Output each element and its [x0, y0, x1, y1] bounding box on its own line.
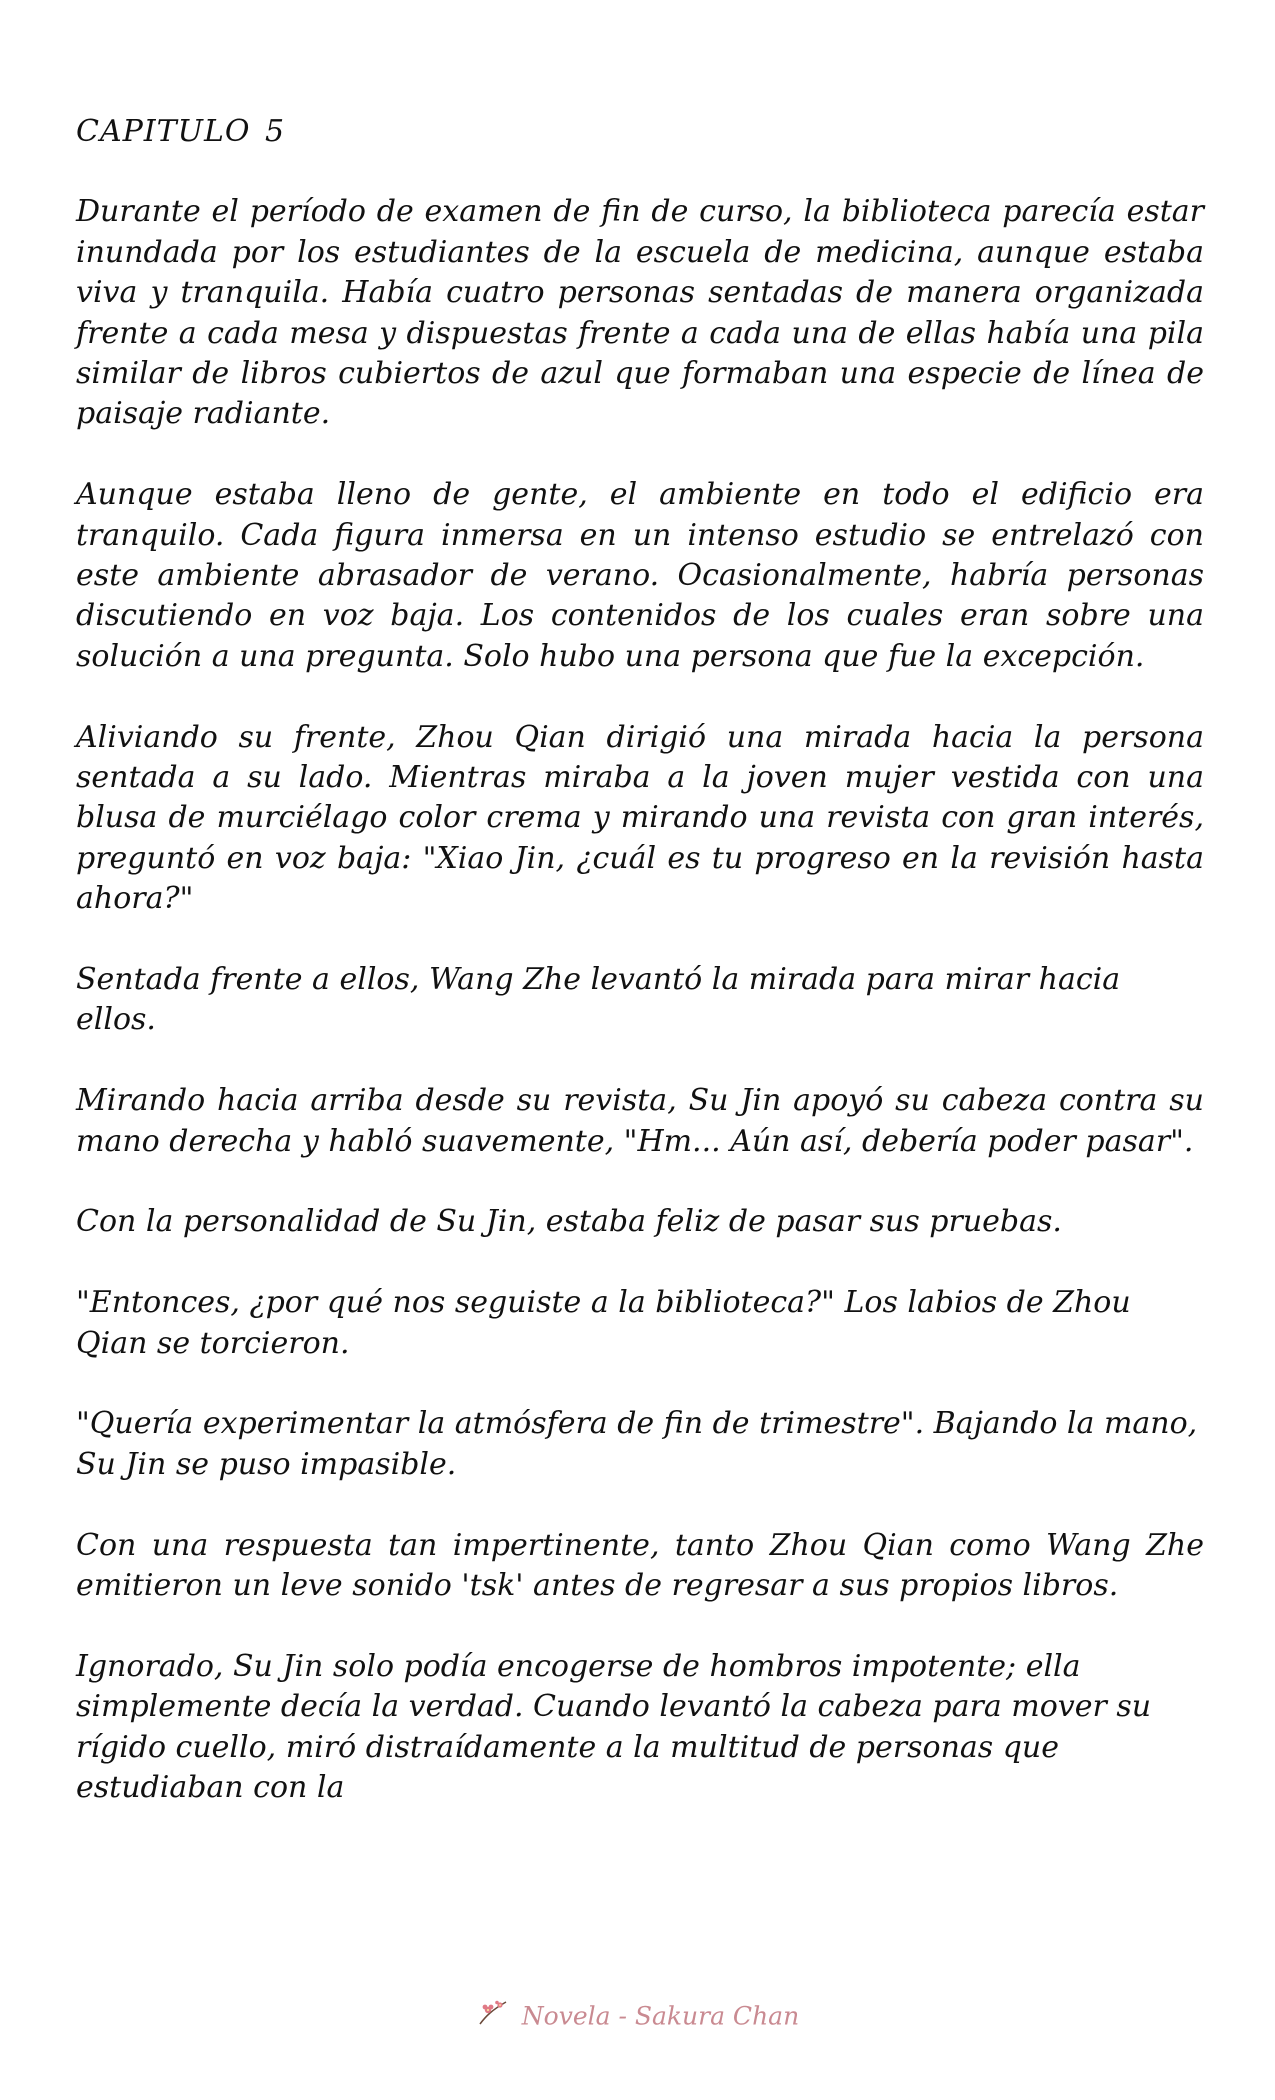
paragraph: Ignorado, Su Jin solo podía encogerse de hombros impotente; ella simplemente decía la verdad. Cuando levantó la cabeza para mover su rígido cuello, miró distraídamente a la multitud de personas que estudiaban con la: [76, 1648, 1152, 1806]
page-footer: [0, 1998, 1275, 2034]
paragraph: "Entonces, ¿por qué nos seguiste a la biblioteca?" Los labios de Zhou Qian se torcieron.: [76, 1285, 1131, 1361]
paragraph: Durante el período de examen de fin de curso, la biblioteca parecía estar inundada por los estudiantes de la escuela de medicina, aunque estaba viva y tranquila. Había cuatro personas sentadas de manera organizada frente a cada mesa y dispuestas frente a cada una de ellas había una pila similar de libros cubiertos de azul que formaban una especie de línea de paisaje radiante.: [76, 194, 1204, 432]
paragraph: Aliviando su frente, Zhou Qian dirigió una mirada hacia la persona sentada a su lado. Mientras miraba a la joven mujer vestida con una blusa de murciélago color crema y mirando una revista con gran interés, preguntó en voz baja: "Xiao Jin, ¿cuál es tu progreso en la revisión hasta ahora?": [76, 719, 1204, 917]
cherry-blossom-icon: [476, 1998, 510, 2034]
paragraph: "Quería experimentar la atmósfera de fin de trimestre". Bajando la mano, Su Jin se puso impasible.: [76, 1406, 1198, 1482]
footer-credit: Novela - Sakura Chan: [521, 2001, 800, 2031]
paragraph: Sentada frente a ellos, Wang Zhe levantó la mirada para mirar hacia ellos.: [76, 962, 1121, 1038]
paragraph: Mirando hacia arriba desde su revista, Su Jin apoyó su cabeza contra su mano derecha y habló suavemente, "Hm... Aún así, debería poder pasar".: [76, 1083, 1204, 1159]
paragraph: Con la personalidad de Su Jin, estaba feliz de pasar sus pruebas.: [76, 1204, 1062, 1240]
chapter-page: [76, 112, 1204, 1849]
chapter-title: CAPITULO 5: [76, 114, 286, 149]
paragraph: Con una respuesta tan impertinente, tanto Zhou Qian como Wang Zhe emitieron un leve sonido 'tsk' antes de regresar a sus propios libros.: [76, 1527, 1204, 1604]
paragraph: Aunque estaba lleno de gente, el ambiente en todo el edificio era tranquilo. Cada figura inmersa en un intenso estudio se entrelazó con este ambiente abrasador de verano. Ocasionalmente, habría personas discutiendo en voz baja. Los contenidos de los cuales eran sobre una solución a una pregunta. Solo hubo una persona que fue la excepción.: [76, 477, 1204, 674]
